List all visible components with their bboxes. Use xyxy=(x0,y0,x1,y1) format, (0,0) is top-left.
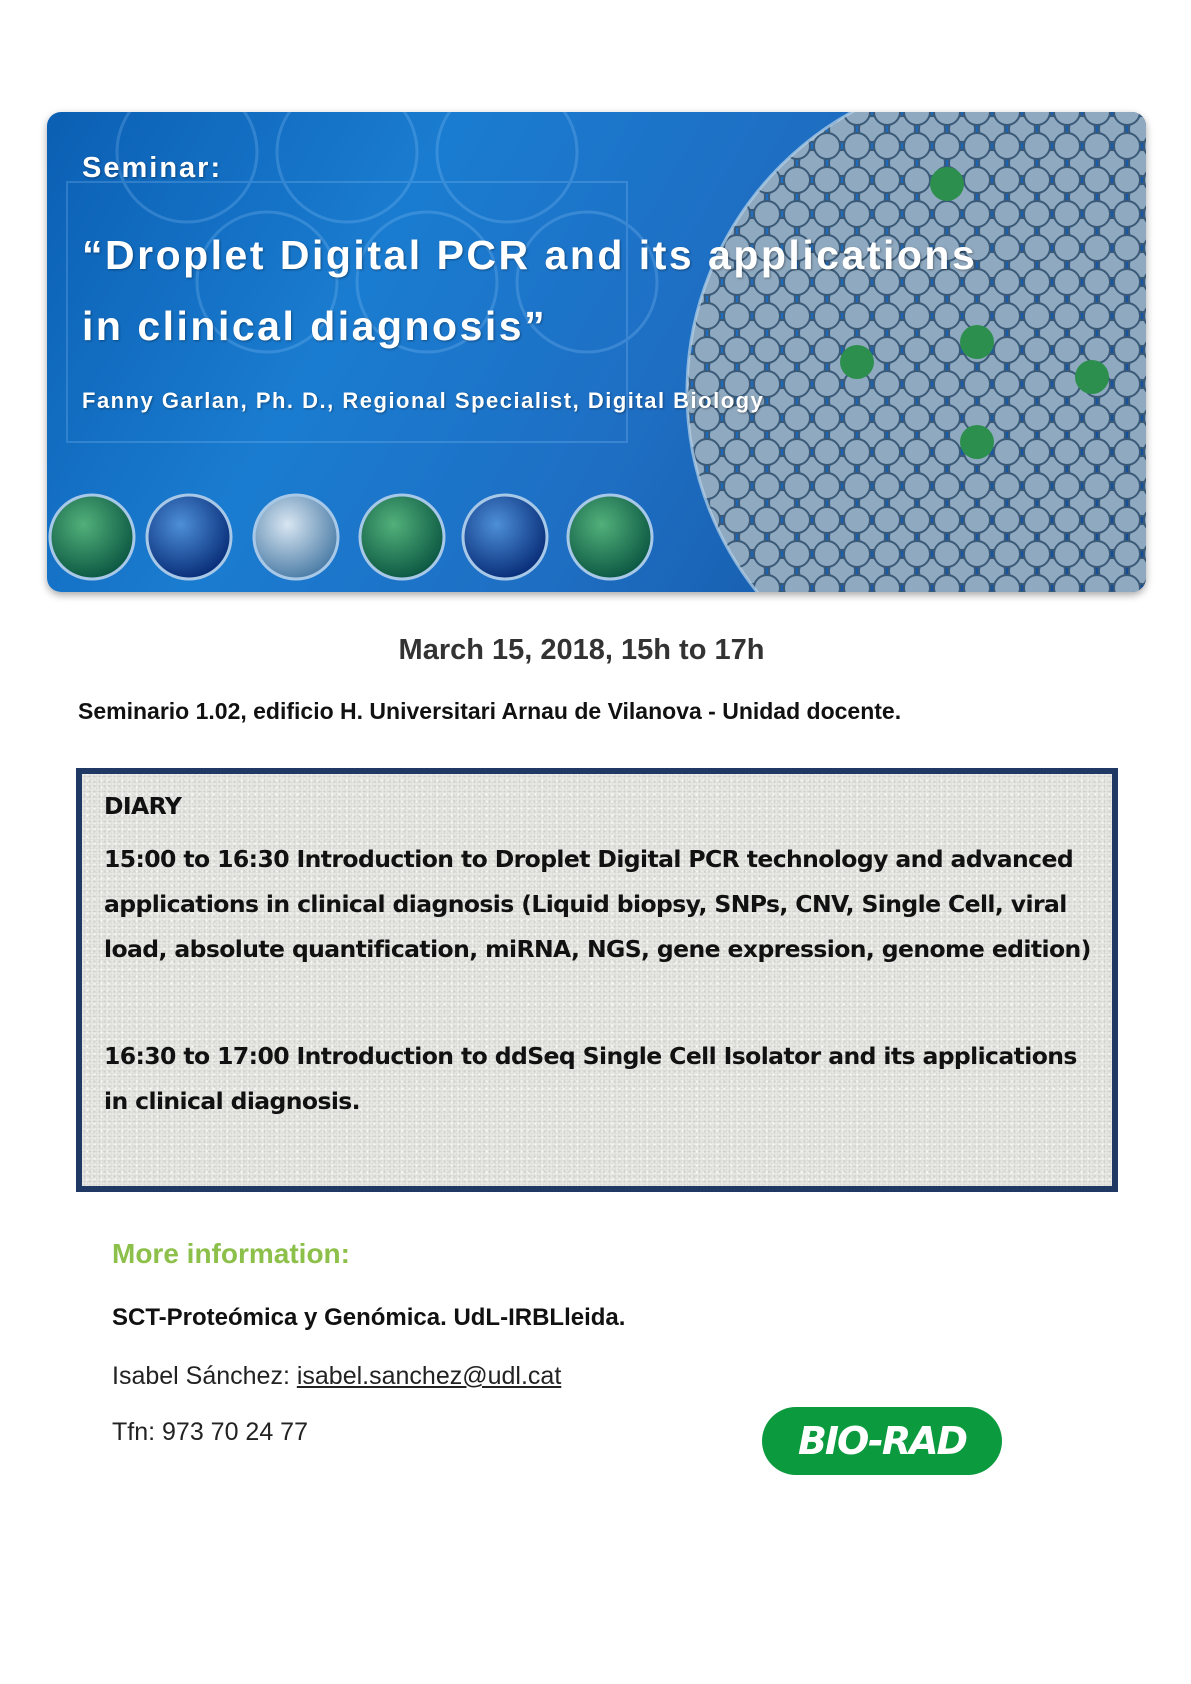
bio-rad-logo xyxy=(762,1407,1002,1475)
phone-number: Tfn: 973 70 24 77 xyxy=(112,1418,308,1446)
diary-item: 16:30 to 17:00 Introduction to ddSeq Single Cell Isolator and its applications in clinical diagnosis. xyxy=(104,1042,1077,1115)
contact-email-link[interactable]: isabel.sanchez@udl.cat xyxy=(296,1362,562,1390)
seminar-label: Seminar: xyxy=(82,152,223,184)
seminar-title-line-2: in clinical diagnosis” xyxy=(82,303,548,349)
contact-name: Isabel Sánchez: xyxy=(112,1362,297,1390)
seminar-banner xyxy=(47,112,1146,592)
organization: SCT-Proteómica y Genómica. UdL-IRBLleida. xyxy=(112,1304,626,1331)
event-date: March 15, 2018, 15h to 17h xyxy=(398,634,765,666)
seminar-title-line-1: “Droplet Digital PCR and its applications xyxy=(82,232,978,278)
more-info-heading: More information: xyxy=(112,1238,350,1269)
diary-item: 15:00 to 16:30 Introduction to Droplet Digital PCR technology and advanced applications in clinical diagnosis (Liquid biopsy, SNPs, CNV, Single Cell, viral load, absolute quantification, miRNA, NGS, gene expression, genome edition) xyxy=(104,845,1091,963)
seminar-title xyxy=(82,220,1132,362)
diary-box xyxy=(76,768,1118,1192)
speaker-line: Fanny Garlan, Ph. D., Regional Specialist, Digital Biology xyxy=(82,388,765,413)
contact-line xyxy=(112,1362,561,1391)
diary-heading: DIARY xyxy=(104,792,182,820)
event-venue: Seminario 1.02, edificio H. Universitari Arnau de Vilanova - Unidad docente. xyxy=(78,698,902,724)
logo-text: BIO-RAD xyxy=(797,1419,967,1463)
